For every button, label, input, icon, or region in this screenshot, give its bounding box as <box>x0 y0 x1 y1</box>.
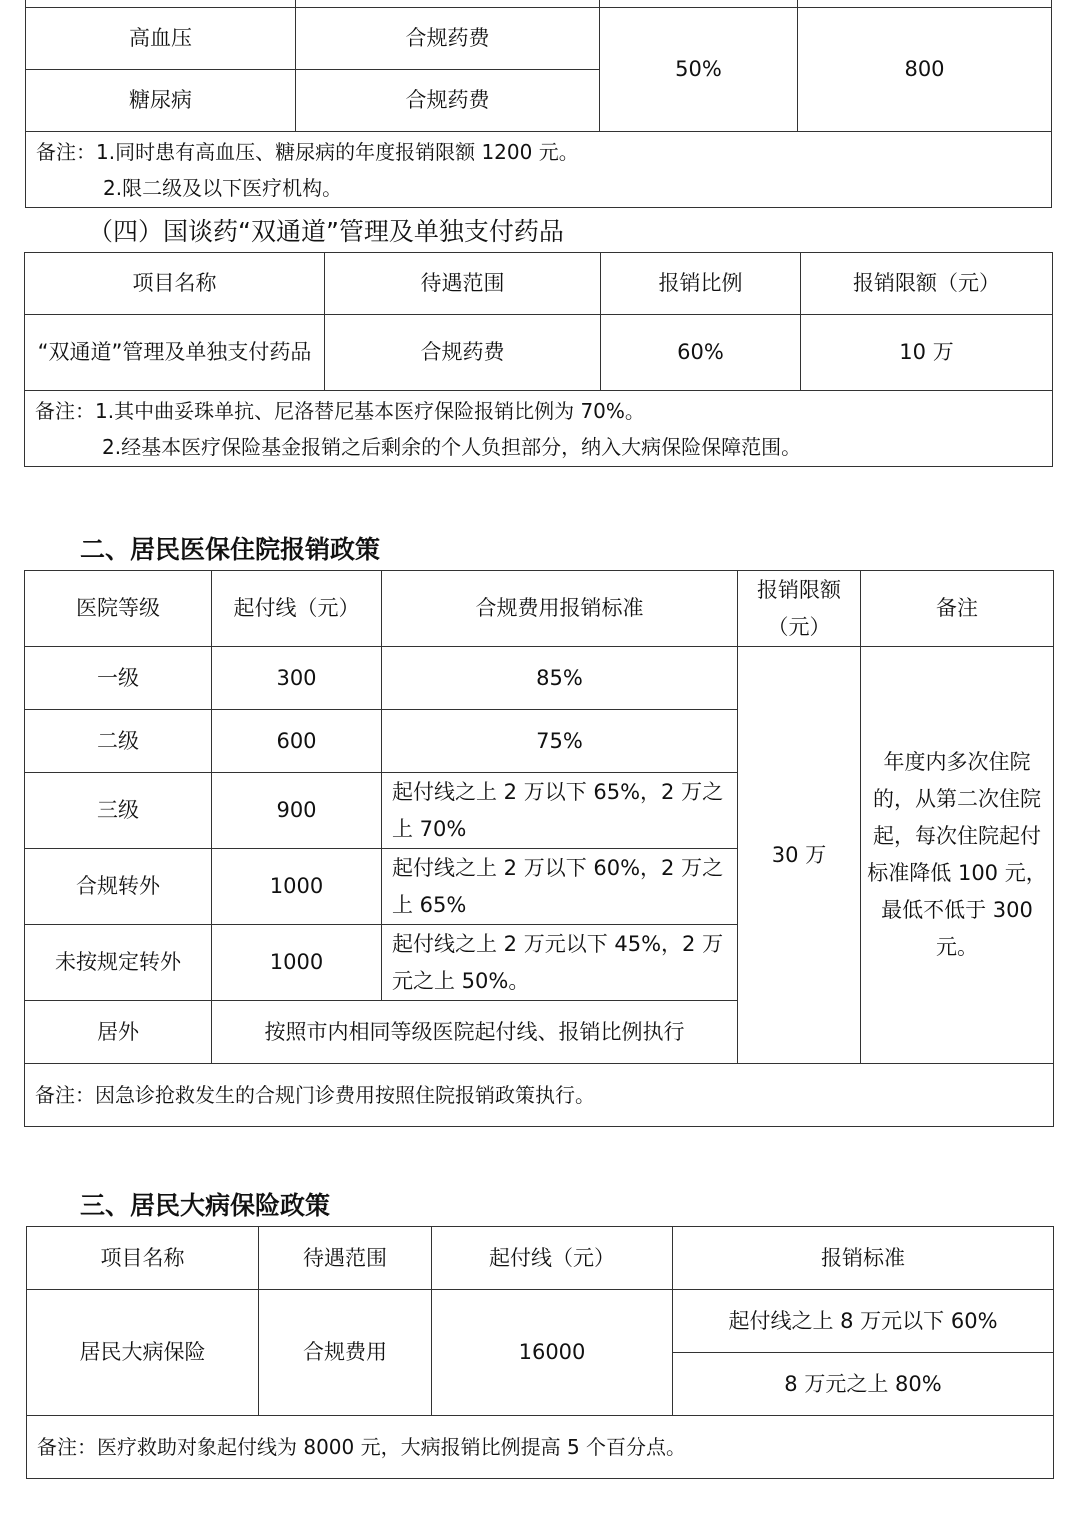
note-line: 2.限二级及以下医疗机构。 <box>103 175 343 200</box>
item-name: 居民大病保险 <box>27 1290 259 1416</box>
standard-cell: 起付线之上 8 万元以下 60% <box>673 1290 1054 1353</box>
column-header: 待遇范围 <box>259 1227 432 1290</box>
item-name: “双通道”管理及单独支付药品 <box>25 315 325 391</box>
hospital-level: 三级 <box>25 773 212 849</box>
note-cell <box>26 132 1052 208</box>
disease-name: 高血压 <box>26 8 296 70</box>
table-row <box>25 647 1054 710</box>
column-header: 起付线（元） <box>432 1227 673 1290</box>
table-row <box>27 1416 1054 1479</box>
ratio-cell: 50% <box>600 8 798 132</box>
ratio-cell: 60% <box>601 315 801 391</box>
disease-name: 糖尿病 <box>26 70 296 132</box>
deductible-cell: 600 <box>212 710 382 773</box>
standard-cell: 起付线之上 2 万元以下 45%，2 万元之上 50%。 <box>382 925 738 1001</box>
table-row <box>27 1290 1054 1353</box>
column-header: 医院等级 <box>25 571 212 647</box>
note-line: 2.经基本医疗保险基金报销之后剩余的个人负担部分，纳入大病保险保障范围。 <box>102 434 802 459</box>
hospital-level: 居外 <box>25 1001 212 1064</box>
hospital-level: 合规转外 <box>25 849 212 925</box>
dual-channel-drug-table <box>24 252 1053 467</box>
deductible-cell: 900 <box>212 773 382 849</box>
standard-cell: 起付线之上 2 万以下 60%，2 万之上 65% <box>382 849 738 925</box>
scope-cell: 合规费用 <box>259 1290 432 1416</box>
limit-cell: 30 万 <box>738 647 861 1064</box>
note-line: 备注：1.同时患有高血压、糖尿病的年度报销限额 1200 元。 <box>36 139 579 164</box>
column-header: 报销限额（元） <box>738 571 861 647</box>
table-row <box>26 0 1052 8</box>
table-header-row <box>27 1227 1054 1290</box>
remark-cell: 年度内多次住院的，从第二次住院起，每次住院起付标准降低 100 元，最低不低于 300 元。 <box>861 647 1054 1064</box>
section-title: 三、居民大病保险政策 <box>80 1191 331 1220</box>
column-header: 项目名称 <box>25 253 325 315</box>
column-header: 备注 <box>861 571 1054 647</box>
table-row <box>26 8 1052 70</box>
scope-cell: 合规药费 <box>296 8 600 70</box>
limit-cell: 800 <box>798 8 1052 132</box>
scope-cell: 合规药费 <box>296 70 600 132</box>
limit-cell: 10 万 <box>801 315 1053 391</box>
hospital-level: 一级 <box>25 647 212 710</box>
note-cell <box>25 391 1053 467</box>
table-row <box>26 132 1052 208</box>
subsection-title: （四）国谈药“双通道”管理及单独支付药品 <box>88 217 564 246</box>
standard-cell: 85% <box>382 647 738 710</box>
note-line: 备注：1.其中曲妥珠单抗、尼洛替尼基本医疗保险报销比例为 70%。 <box>35 398 645 423</box>
chronic-disease-table <box>25 0 1052 208</box>
note-cell: 备注：因急诊抢救发生的合规门诊费用按照住院报销政策执行。 <box>25 1064 1054 1127</box>
table-header-row <box>25 571 1054 647</box>
standard-cell: 起付线之上 2 万以下 65%，2 万之上 70% <box>382 773 738 849</box>
note-cell: 备注：医疗救助对象起付线为 8000 元，大病报销比例提高 5 个百分点。 <box>27 1416 1054 1479</box>
table-row <box>25 315 1053 391</box>
column-header: 起付线（元） <box>212 571 382 647</box>
deductible-cell: 16000 <box>432 1290 673 1416</box>
hospital-level: 二级 <box>25 710 212 773</box>
table-row <box>25 1064 1054 1127</box>
scope-cell: 合规药费 <box>325 315 601 391</box>
standard-cell: 8 万元之上 80% <box>673 1353 1054 1416</box>
table-row <box>25 391 1053 467</box>
deductible-cell: 300 <box>212 647 382 710</box>
column-header: 合规费用报销标准 <box>382 571 738 647</box>
hospitalization-table <box>24 570 1054 1127</box>
deductible-cell: 1000 <box>212 925 382 1001</box>
deductible-cell: 1000 <box>212 849 382 925</box>
column-header: 待遇范围 <box>325 253 601 315</box>
column-header: 报销限额（元） <box>801 253 1053 315</box>
column-header: 报销标准 <box>673 1227 1054 1290</box>
column-header: 项目名称 <box>27 1227 259 1290</box>
hospital-level: 未按规定转外 <box>25 925 212 1001</box>
standard-cell: 75% <box>382 710 738 773</box>
column-header: 报销比例 <box>601 253 801 315</box>
section-title: 二、居民医保住院报销政策 <box>80 535 381 564</box>
table-header-row <box>25 253 1053 315</box>
combined-standard-cell: 按照市内相同等级医院起付线、报销比例执行 <box>212 1001 738 1064</box>
critical-illness-table <box>26 1226 1054 1479</box>
